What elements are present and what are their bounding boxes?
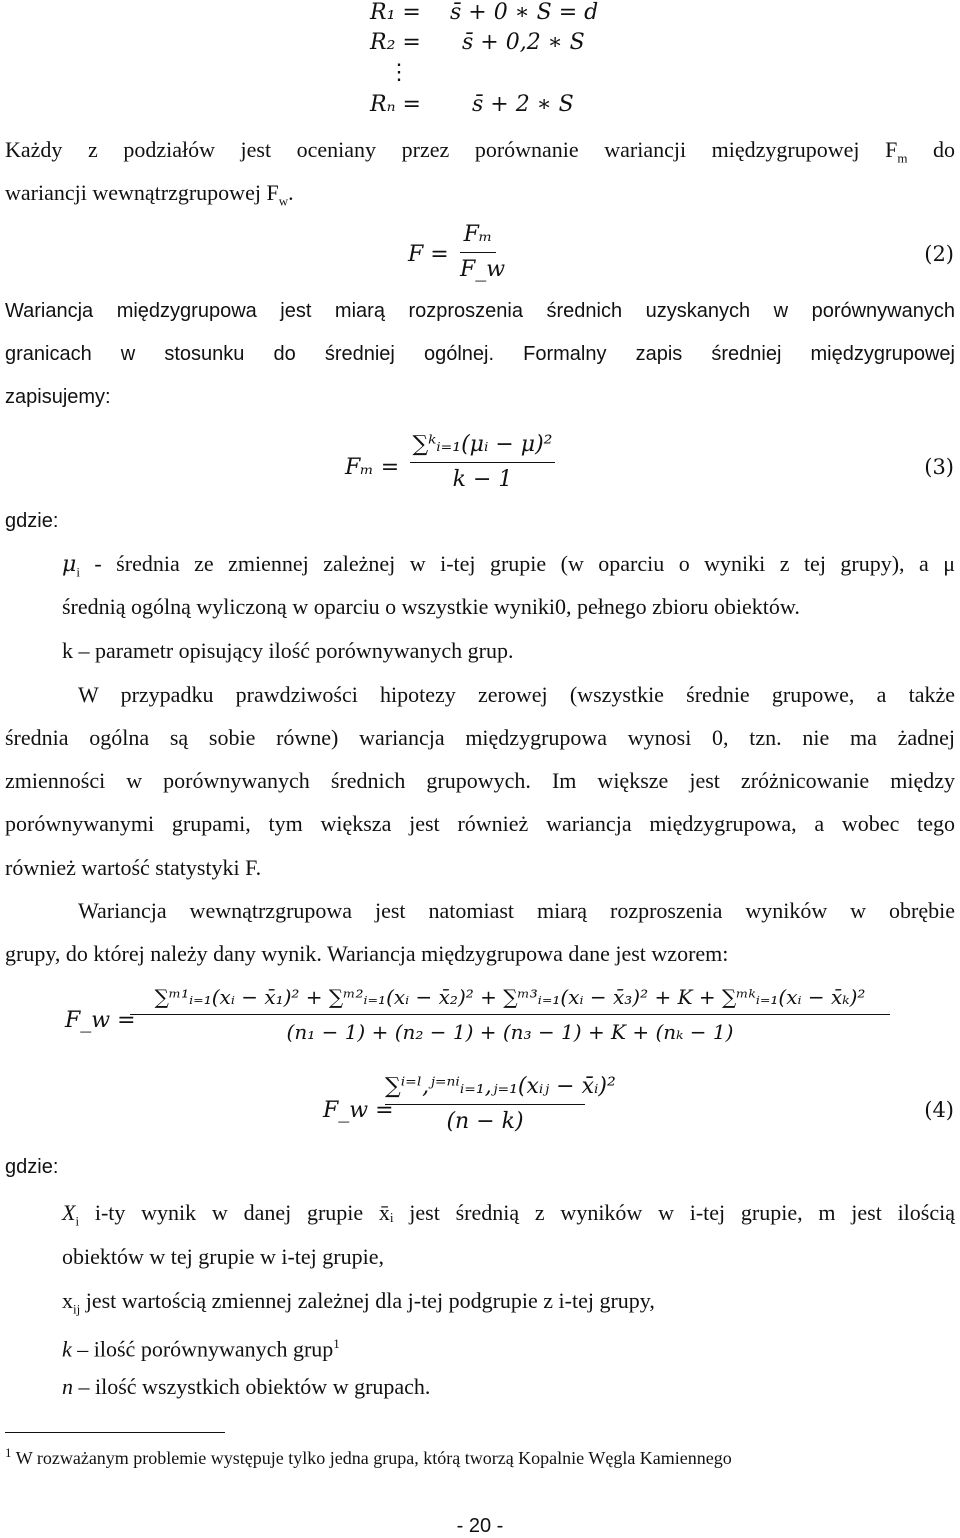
- para3-line2: średnia ogólna są sobie równe) wariancja międzygrupowa wynosi 0, tzn. nie ma żadnej: [5, 725, 955, 750]
- n-symbol: n: [62, 1374, 73, 1399]
- def1-line1-text: - średnia ze zmiennej zależnej w i-tej grupie (w oparciu o wyniki z tej grupy), a μ: [94, 551, 956, 576]
- eq-r2-lhs: R₂ =: [370, 30, 421, 55]
- para3-line4: porównywanymi grupami, tym większa jest również wariancja międzygrupowa, a wobec tego: [5, 811, 955, 836]
- fraction-bar: [460, 252, 496, 253]
- para1-sub-w: w: [278, 193, 289, 209]
- eq-rn-lhs: Rₙ =: [370, 92, 421, 117]
- para3-line5: również wartość statystyki F.: [5, 855, 262, 880]
- para2-line1: Wariancja międzygrupowa jest miarą rozproszenia średnich uzyskanych w porównywanych: [5, 300, 955, 322]
- eq-r2-rhs: s̄ + 0,2 ∗ S: [462, 30, 585, 55]
- footnote-text: W rozważanym problemie występuje tylko jedna grupa, którą tworzą Kopalnie Węgla Kamiennego: [15, 1448, 732, 1468]
- para4-line2: grupy, do której należy dany wynik. Wariancja międzygrupowa dane jest wzorem:: [5, 941, 729, 966]
- def1-line1: [62, 551, 955, 585]
- para1-line1-end: do: [933, 137, 956, 162]
- para1-line2-text: wariancji wewnątrzgrupowej F: [5, 180, 279, 205]
- para1-line1: [5, 137, 955, 171]
- footnote-ref[interactable]: 1: [333, 1336, 340, 1351]
- def2-line1-text: i-ty wynik w danej grupie x̄ᵢ jest średnią z wyników w i-tej grupie, m jest ilością: [94, 1200, 955, 1225]
- eq3-numerator: ∑ᵏᵢ₌₁(μᵢ − μ)²: [412, 432, 553, 457]
- eq4-number: (4): [924, 1098, 954, 1122]
- def2-line3-text: jest wartością zmiennej zależnej dla j-tej podgrupie z i-tej grupy,: [85, 1288, 655, 1313]
- def2-line5: [62, 1374, 430, 1400]
- eq4b-denominator: (n − k): [446, 1109, 524, 1134]
- fraction-bar: [385, 1104, 585, 1105]
- eq4b-lhs: F_w =: [323, 1098, 394, 1123]
- eq2-number: (2): [924, 242, 954, 266]
- footnote-rule: [5, 1432, 225, 1433]
- mu-sub: i: [76, 564, 80, 580]
- para3-line3: zmienności w porównywanych średnich grupowych. Im większe jest zróżnicowanie między: [5, 768, 955, 793]
- eq2-denominator: F_w: [460, 257, 506, 282]
- gdzie-label-2: gdzie:: [5, 1156, 59, 1178]
- para2-line3: zapisujemy:: [5, 386, 111, 408]
- para2-line2-a: granicach w stosunku do średniej ogólnej.: [5, 343, 495, 365]
- para2-line2: [5, 343, 955, 366]
- mu-symbol: μ: [62, 552, 77, 577]
- gdzie-label-1: gdzie:: [5, 510, 59, 532]
- eq2-fraction: [460, 220, 506, 285]
- eq4a-lhs: F_w =: [65, 1008, 136, 1033]
- eq4a-fraction: [130, 982, 890, 1047]
- para1-line1-text: Każdy z podziałów jest oceniany przez porównanie wariancji międzygrupowej F: [5, 137, 898, 162]
- def2-line4-text: – ilość porównywanych grup: [77, 1336, 334, 1362]
- def2-line2: obiektów w tej grupie w i-tej grupie,: [62, 1244, 384, 1269]
- eq-vdots: ⋮: [388, 60, 410, 85]
- eq4a-denominator: (n₁ − 1) + (n₂ − 1) + (n₃ − 1) + K + (nₖ − 1): [286, 1020, 734, 1044]
- def2-line3: [62, 1288, 655, 1322]
- eq3-number: (3): [924, 455, 954, 479]
- xi-sub: i: [75, 1213, 80, 1229]
- eq3-denominator: k − 1: [452, 467, 513, 492]
- eq4b-fraction: [385, 1072, 616, 1137]
- eq3-fraction: [410, 430, 555, 495]
- eq4b-numerator: ∑ⁱ⁼ˡ,ʲ⁼ⁿⁱᵢ₌₁,ⱼ₌₁(xᵢⱼ − x̄ᵢ)²: [385, 1074, 616, 1099]
- page-number: - 20 -: [456, 1515, 504, 1537]
- xij-sub: ij: [73, 1301, 81, 1317]
- k-symbol: k: [62, 1336, 72, 1362]
- para1-line2: [5, 180, 294, 214]
- fraction-bar: [410, 462, 555, 463]
- eq-r1-lhs: R₁ =: [370, 0, 421, 25]
- xij-symbol: x: [62, 1288, 73, 1313]
- para2-line2-b: Formalny zapis średniej międzygrupowej: [523, 343, 955, 365]
- para3-line1: W przypadku prawdziwości hipotezy zerowej (wszystkie średnie grupowe, a także: [78, 682, 955, 707]
- para1-sub-m: m: [897, 150, 908, 166]
- def1-line3: k – parametr opisujący ilość porównywanych grup.: [62, 638, 514, 663]
- fraction-bar: [130, 1014, 890, 1015]
- def2-line1: [62, 1200, 955, 1234]
- eq4a-numerator: ∑ᵐ¹ᵢ₌₁(xᵢ − x̄₁)² + ∑ᵐ²ᵢ₌₁(xᵢ − x̄₂)² + ∑ᵐ³ᵢ₌₁(xᵢ − x̄₃)² + K + ∑ᵐᵏᵢ₌₁(xᵢ − x̄ₖ)²: [154, 985, 866, 1009]
- footnote: [5, 1445, 732, 1469]
- eq-r1-rhs: s̄ + 0 ∗ S = d: [450, 0, 599, 25]
- eq2-numerator: Fₘ: [463, 222, 493, 247]
- def2-line5-text: – ilość wszystkich obiektów w grupach.: [78, 1374, 431, 1399]
- xi-symbol: X: [62, 1200, 76, 1225]
- def2-line4: [62, 1331, 340, 1362]
- eq2-lhs: F =: [408, 242, 449, 267]
- def1-line2: średnią ogólną wyliczoną w oparciu o wszystkie wyniki0, pełnego zbioru obiektów.: [62, 594, 800, 619]
- eq-rn-rhs: s̄ + 2 ∗ S: [472, 92, 574, 117]
- para1-line2-end: .: [288, 180, 294, 205]
- eq3-lhs: Fₘ =: [345, 455, 400, 480]
- para4-line1: Wariancja wewnątrzgrupowa jest natomiast miarą rozproszenia wyników w obrębie: [78, 898, 955, 923]
- footnote-mark: 1: [5, 1445, 12, 1460]
